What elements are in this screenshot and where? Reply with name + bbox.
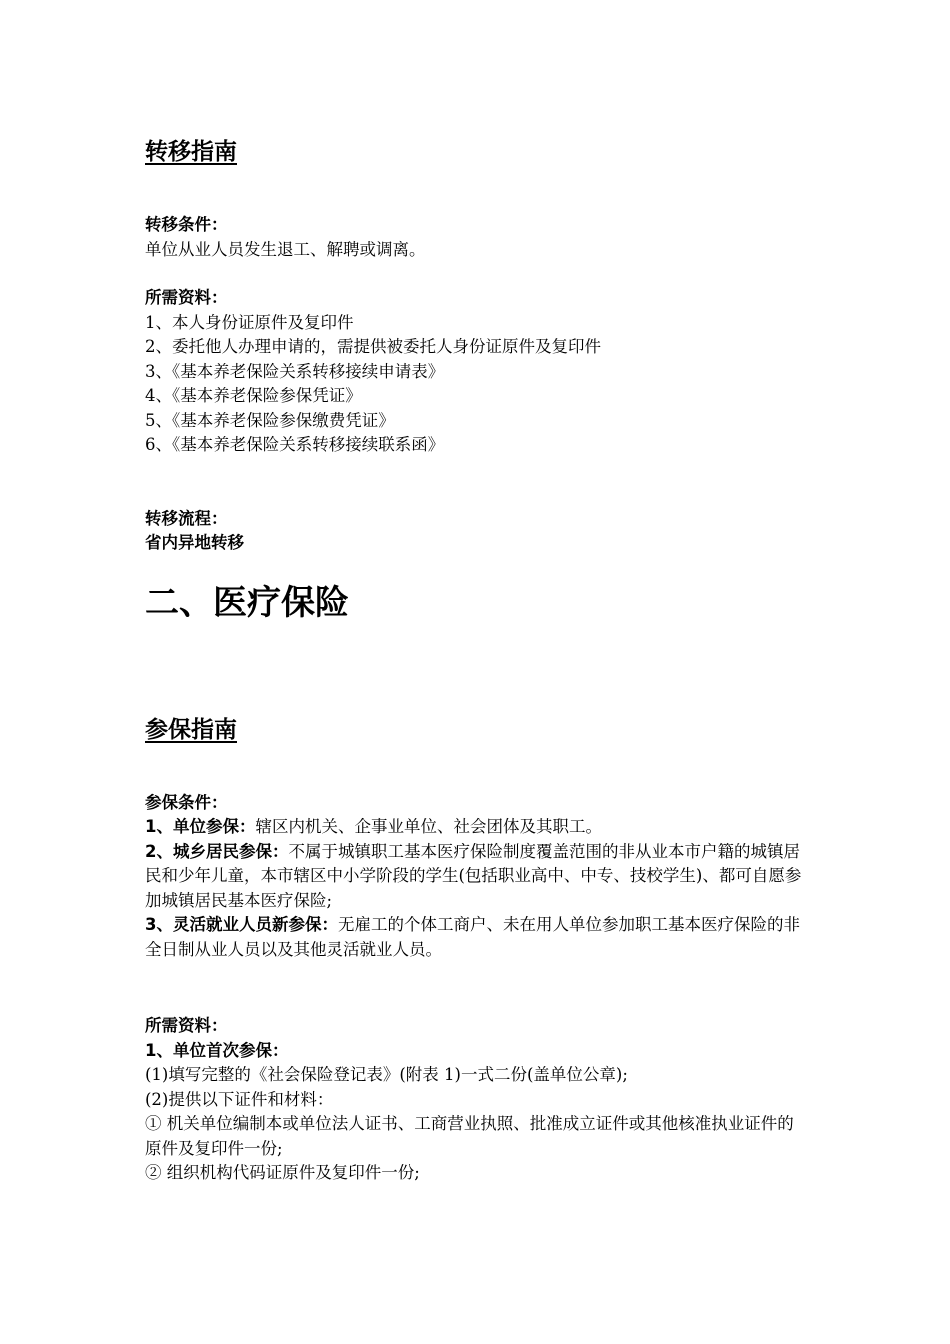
enrollment-condition-item: [145, 913, 810, 962]
condition-text: 无雇工的个体工商户、未在用人单位参加职工基本医疗保险的非全日制从业人员以及其他灵活就业人员。: [145, 915, 800, 959]
condition-label: 1、单位参保: [145, 817, 239, 836]
first-time-item: ② 组织机构代码证原件及复印件一份;: [145, 1163, 420, 1182]
condition-label: 3、灵活就业人员新参保: [145, 915, 322, 934]
transfer-guide-heading: 转移指南: [145, 139, 237, 165]
enrollment-conditions-title: 参保条件：: [145, 792, 228, 812]
transfer-process-subtitle: 省内异地转移: [145, 533, 244, 552]
condition-text: 不属于城镇职工基本医疗保险制度覆盖范围的非从业本市户籍的城镇居民和少年儿童，本市辖区中小学阶段的学生(包括职业高中、中专、技校学生)、都可自愿参加城镇居民基本医疗保险;: [145, 841, 802, 910]
first-time-enrollment-label: 1、单位首次参保：: [145, 1040, 289, 1060]
medical-insurance-section-title: 二、医疗保险: [145, 582, 349, 623]
enrollment-guide-heading: 参保指南: [145, 716, 237, 743]
enrollment-condition-item: [145, 840, 810, 914]
transfer-material-item: 1、本人身份证原件及复印件: [145, 312, 354, 332]
condition-colon: ：: [238, 817, 256, 836]
medical-materials-title: 所需资料：: [145, 1016, 228, 1035]
condition-text: 辖区内机关、企事业单位、社会团体及其职工。: [255, 817, 602, 836]
transfer-material-item: 4、《基本养老保险参保凭证》: [145, 386, 362, 405]
first-time-item: (2)提供以下证件和材料：: [145, 1089, 334, 1109]
condition-colon: ：: [321, 915, 338, 934]
transfer-material-item: 6、《基本养老保险关系转移接续联系函》: [145, 435, 445, 454]
condition-label: 2、城乡居民参保: [145, 841, 272, 861]
transfer-material-item: 5、《基本养老保险参保缴费凭证》: [145, 410, 395, 430]
enrollment-condition-item: [145, 815, 810, 840]
transfer-material-item: 2、委托他人办理申请的，需提供被委托人身份证原件及复印件: [145, 337, 601, 356]
transfer-condition-text: 单位从业人员发生退工、解聘或调离。: [145, 239, 426, 259]
transfer-process-title: 转移流程：: [145, 508, 228, 528]
document-content: [145, 132, 810, 1186]
transfer-condition-title: 转移条件：: [145, 215, 228, 234]
transfer-materials-title: 所需资料：: [145, 288, 228, 307]
condition-colon: ：: [271, 841, 289, 861]
transfer-material-item: 3、《基本养老保险关系转移接续申请表》: [145, 361, 445, 381]
first-time-item: ① 机关单位编制本或单位法人证书、工商营业执照、批准成立证件或其他核准执业证件的原件及复印件一份;: [145, 1114, 794, 1158]
first-time-item: (1)填写完整的《社会保险登记表》(附表 1)一式二份(盖单位公章);: [145, 1065, 628, 1084]
